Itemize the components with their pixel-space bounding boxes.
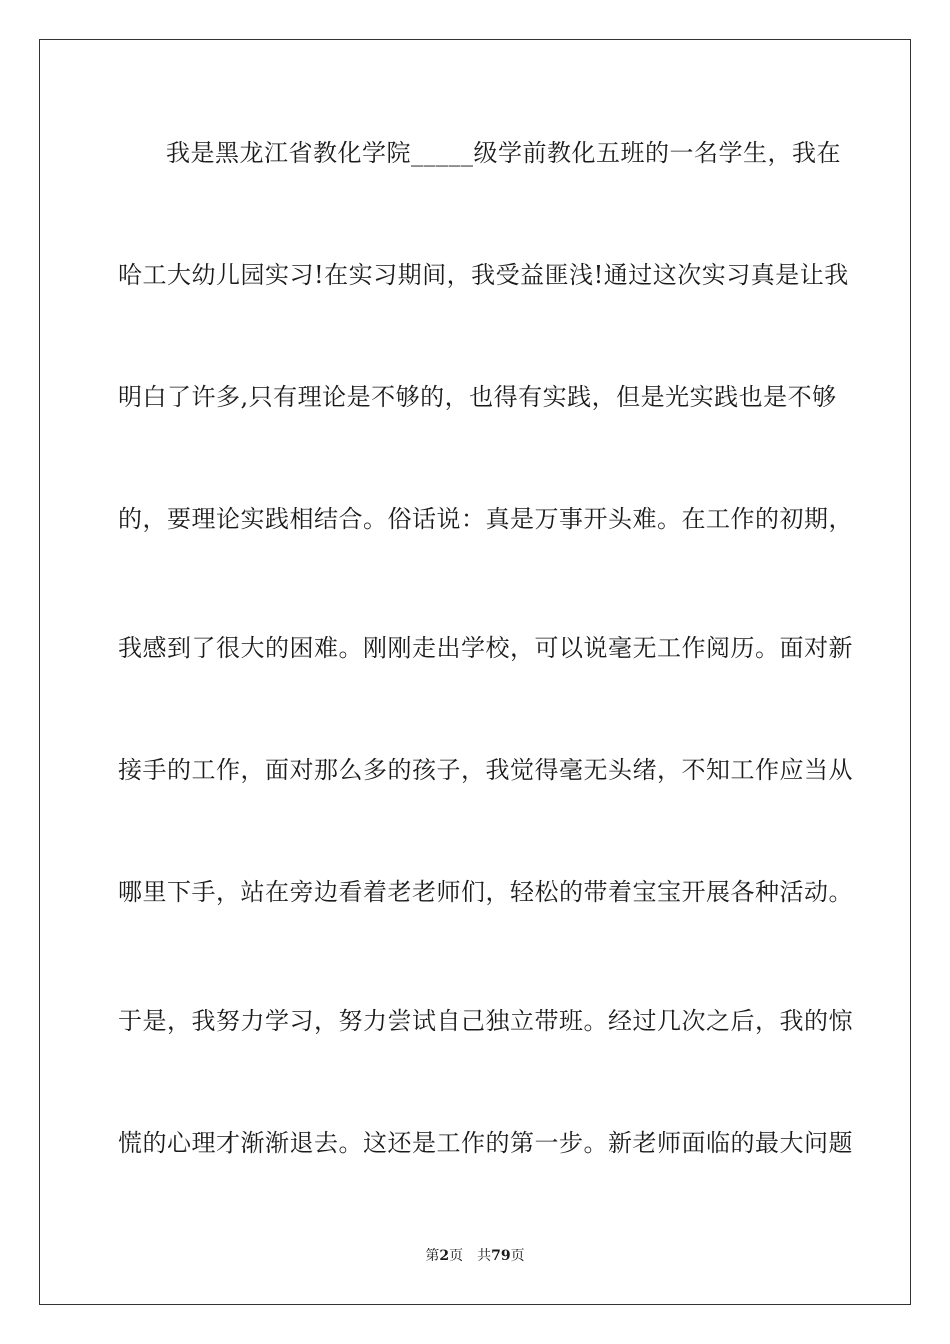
page-footer <box>0 1247 950 1265</box>
text-line-3: 明白了许多,只有理论是不够的，也得有实践，但是光实践也是不够 <box>118 383 837 411</box>
total-prefix: 共 <box>477 1248 492 1264</box>
total-pages: 79 <box>491 1248 511 1264</box>
page-suffix: 页 <box>449 1248 464 1264</box>
text-line-2: 哈工大幼儿园实习!在实习期间，我受益匪浅!通过这次实习真是让我 <box>118 261 849 289</box>
page-prefix: 第 <box>425 1248 440 1264</box>
text-line-9: 慌的心理才渐渐退去。这还是工作的第一步。新老师面临的最大问题 <box>118 1129 853 1157</box>
text-line-6: 接手的工作，面对那么多的孩子，我觉得毫无头绪，不知工作应当从 <box>118 756 853 784</box>
text-line-8: 于是，我努力学习，努力尝试自己独立带班。经过几次之后，我的惊 <box>118 1007 853 1035</box>
page-number: 2 <box>439 1248 450 1264</box>
text-line-5: 我感到了很大的困难。刚刚走出学校，可以说毫无工作阅历。面对新 <box>118 634 853 662</box>
text-line-1: 我是黑龙江省教化学院_____级学前教化五班的一名学生，我在 <box>166 139 841 167</box>
page-border <box>39 39 911 1305</box>
total-suffix: 页 <box>510 1248 525 1264</box>
text-line-7: 哪里下手，站在旁边看着老老师们，轻松的带着宝宝开展各种活动。 <box>118 878 853 906</box>
text-line-4: 的，要理论实践相结合。俗话说：真是万事开头难。在工作的初期， <box>118 505 853 533</box>
